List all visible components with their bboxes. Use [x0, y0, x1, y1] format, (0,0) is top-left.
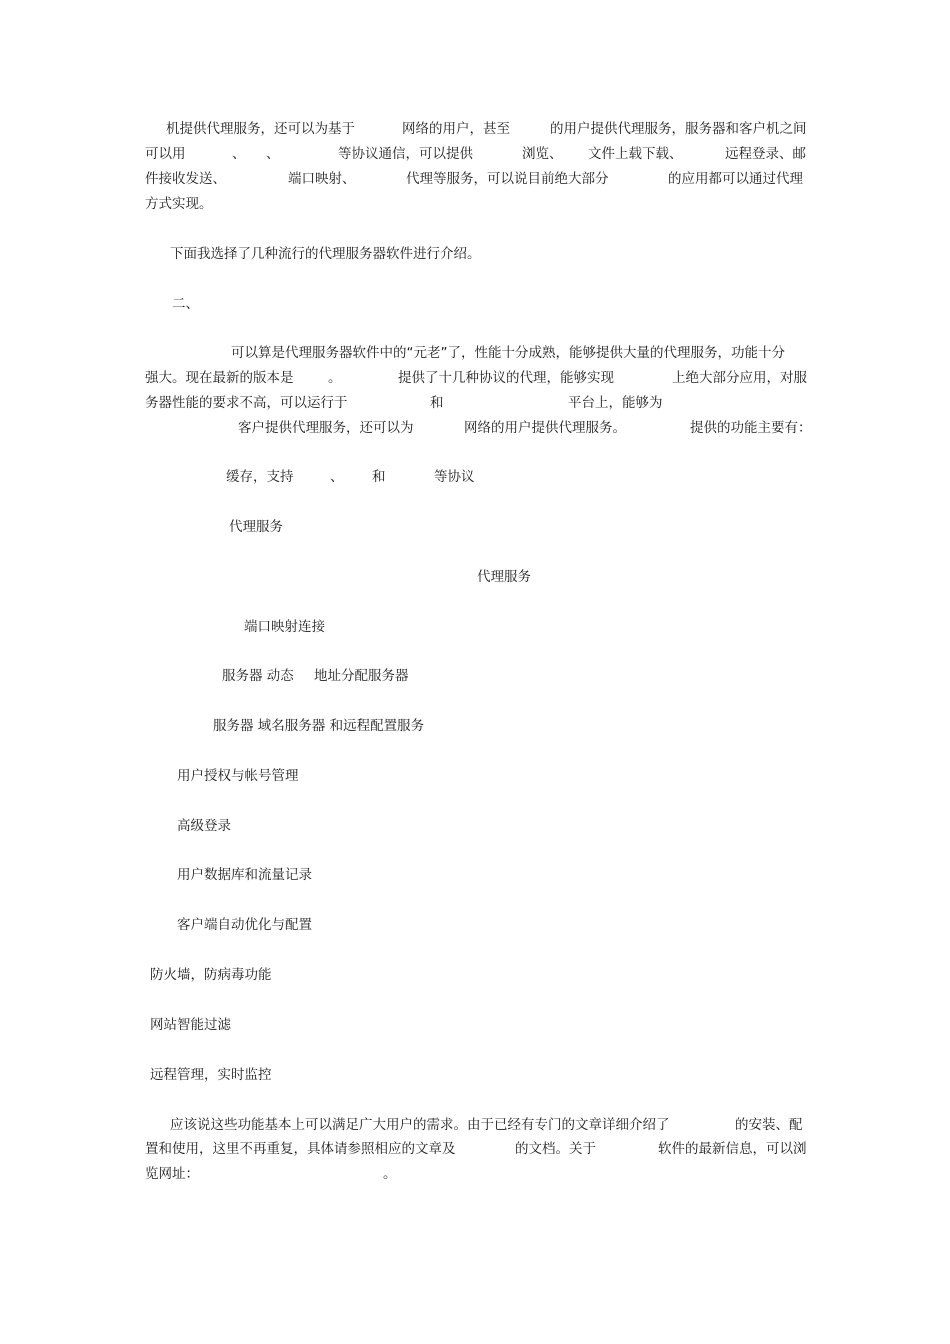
feature-item-11: 防火墙，防病毒功能 — [150, 967, 272, 983]
feature-item-3: 代理服务 — [477, 569, 531, 585]
p1-l2-d: 等协议通信，可以提供 — [338, 146, 473, 162]
feature-item-7: 用户授权与帐号管理 — [177, 768, 299, 784]
p2-l4-b: 网络的用户提供代理服务。 — [464, 420, 626, 436]
p1-l2-a: 可以用 — [145, 146, 186, 162]
p3-l1-b: 的安装、配 — [735, 1117, 803, 1133]
p2-l2-c: 提供了十几种协议的代理，能够实现 — [398, 370, 614, 386]
feature-item-1d: 等协议 — [434, 469, 475, 485]
intro-sentence: 下面我选择了几种流行的代理服务器软件进行介绍。 — [170, 246, 481, 262]
p2-l3-b: 和 — [430, 395, 444, 411]
feature-item-1a: 缓存，支持 — [226, 469, 294, 485]
p3-l3-a: 览网址： — [145, 1166, 199, 1182]
feature-item-10: 客户端自动优化与配置 — [177, 917, 312, 933]
p2-l4-c: 提供的功能主要有： — [690, 420, 812, 436]
p1-l3-d: 的应用都可以通过代理 — [668, 171, 803, 187]
p1-l2-g: 远程登录、邮 — [725, 146, 806, 162]
p1-l2-c: 、 — [266, 146, 280, 162]
feature-item-1c: 和 — [372, 469, 386, 485]
p2-l2-d: 上绝大部分应用，对服 — [672, 370, 807, 386]
p3-l1-a: 应该说这些功能基本上可以满足广大用户的需求。由于已经有专门的文章详细介绍了 — [170, 1117, 670, 1133]
feature-item-13: 远程管理，实时监控 — [150, 1067, 272, 1083]
p1-l2-b: 、 — [232, 146, 246, 162]
feature-item-9: 用户数据库和流量记录 — [177, 867, 312, 883]
p2-l4-a: 客户提供代理服务，还可以为 — [238, 420, 414, 436]
feature-item-2: 代理服务 — [229, 519, 283, 535]
p3-l2-b: 的文档。关于 — [515, 1141, 596, 1157]
feature-item-5b: 地址分配服务器 — [314, 668, 409, 684]
p2-l3-a: 务器性能的要求不高，可以运行于 — [145, 395, 348, 411]
p3-l2-c: 软件的最新信息，可以浏 — [658, 1141, 807, 1157]
p1-l2-f: 文件上载下载、 — [588, 146, 683, 162]
feature-item-12: 网站智能过滤 — [150, 1017, 231, 1033]
feature-item-4: 端口映射连接 — [244, 619, 325, 635]
p2-l2-b: 。 — [328, 370, 342, 386]
p2-l2-a: 强大。现在最新的版本是 — [145, 370, 294, 386]
feature-item-1b: 、 — [330, 469, 344, 485]
p1-l3-b: 端口映射、 — [288, 171, 356, 187]
p3-l2-a: 置和使用，这里不再重复，具体请参照相应的文章及 — [145, 1141, 456, 1157]
p2-l1-a: 可以算是代理服务器软件中的“元老”了，性能十分成熟，能够提供大量的代理服务，功能十分 — [231, 345, 785, 361]
feature-item-8: 高级登录 — [177, 818, 231, 834]
p1-l4-a: 方式实现。 — [145, 196, 213, 212]
feature-item-5a: 服务器 动态 — [222, 668, 294, 684]
section-heading: 二、 — [172, 296, 199, 312]
p1-l3-c: 代理等服务，可以说目前绝大部分 — [406, 171, 609, 187]
p1-l1-a: 机提供代理服务，还可以为基于 — [166, 121, 355, 137]
feature-item-6: 服务器 域名服务器 和远程配置服务 — [213, 718, 425, 734]
p2-l3-c: 平台上，能够为 — [568, 395, 663, 411]
p3-l3-b: 。 — [383, 1166, 397, 1182]
p1-l1-b: 网络的用户，甚至 — [402, 121, 510, 137]
p1-l1-c: 的用户提供代理服务，服务器和客户机之间 — [550, 121, 807, 137]
p1-l2-e: 浏览、 — [522, 146, 563, 162]
p1-l3-a: 件接收发送、 — [145, 171, 226, 187]
